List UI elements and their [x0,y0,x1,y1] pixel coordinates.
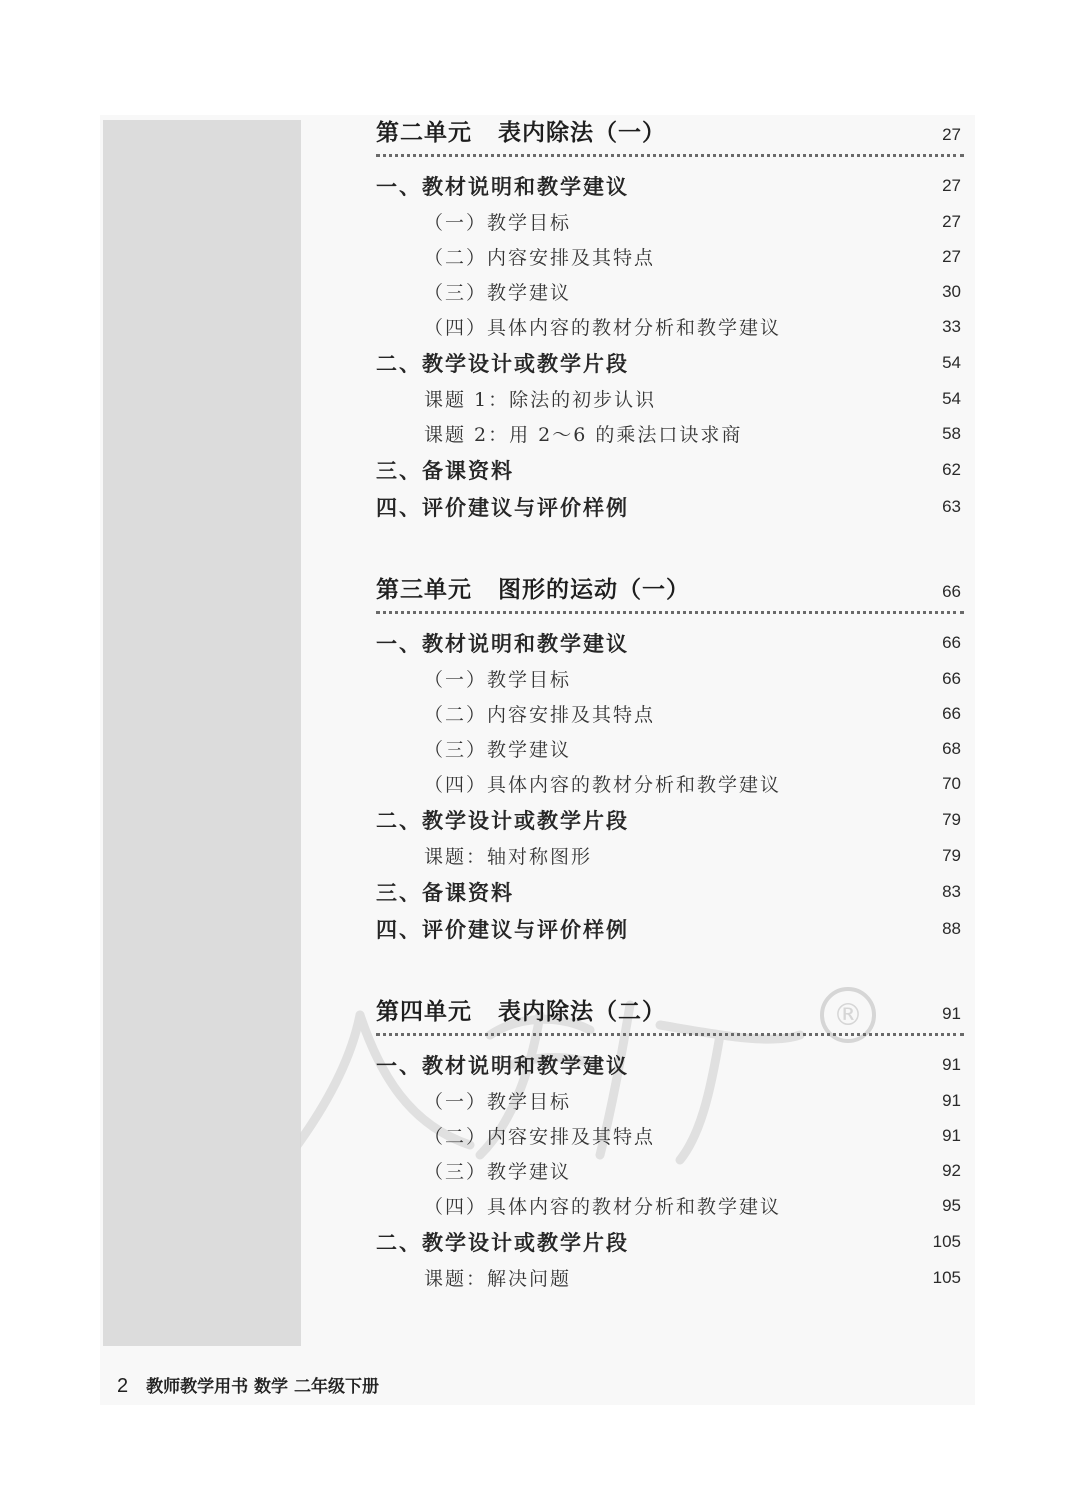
entry-page-number: 27 [942,246,961,266]
entry-page-number: 66 [942,632,961,652]
entry-label: 二、教学设计或教学片段 [376,1229,629,1255]
entry-label: （二）内容安排及其特点 [424,1126,656,1148]
toc-subsection-entry[interactable] [376,1260,964,1295]
unit-name: 图形的运动（一） [498,576,690,603]
entry-label: 二、教学设计或教学片段 [376,350,629,376]
toc-subsection-entry[interactable] [376,1188,964,1223]
toc-section-entry[interactable] [376,801,964,838]
unit-number: 第三单元 [376,576,472,603]
unit-title [376,991,666,1033]
toc-section-entry[interactable] [376,344,964,381]
entry-page-number: 70 [942,773,961,793]
unit-title [376,112,666,154]
unit-number: 第二单元 [376,119,472,146]
entry-label: 三、备课资料 [376,879,514,905]
toc-unit [376,112,964,525]
entry-label: （三）教学建议 [424,739,572,761]
unit-number: 第四单元 [376,998,472,1025]
unit-name: 表内除法（二） [498,998,666,1025]
unit-title [376,569,690,611]
entry-page-number: 105 [932,1231,961,1251]
entry-label: （一）教学目标 [424,669,572,691]
toc-subsection-entry[interactable] [376,309,964,344]
entry-page-number: 58 [942,423,961,443]
toc-subsection-entry[interactable] [376,274,964,309]
entry-label: （四）具体内容的教材分析和教学建议 [424,1196,782,1218]
entry-page-number: 91 [942,1090,961,1110]
toc-subsection-entry[interactable] [376,838,964,873]
unit-heading[interactable] [376,569,964,614]
entry-page-number: 33 [942,316,961,336]
toc-section-entry[interactable] [376,624,964,661]
entry-label: 课题：解决问题 [424,1268,572,1290]
entry-label: 一、教材说明和教学建议 [376,1052,629,1078]
entry-page-number: 66 [942,668,961,688]
toc-subsection-entry[interactable] [376,661,964,696]
toc-section-entry[interactable] [376,910,964,947]
toc-section-entry[interactable] [376,167,964,204]
toc-unit [376,569,964,947]
footer-book-title: 教师教学用书 数学 二年级下册 [146,1377,379,1397]
entry-page-number: 83 [942,881,961,901]
toc-subsection-entry[interactable] [376,1153,964,1188]
entry-label: （三）教学建议 [424,1161,572,1183]
entry-label: 四、评价建议与评价样例 [376,916,629,942]
entry-page-number: 54 [942,352,961,372]
unit-page-number: 91 [942,1004,961,1023]
entry-page-number: 91 [942,1054,961,1074]
entry-label: （四）具体内容的教材分析和教学建议 [424,774,782,796]
toc-section-entry[interactable] [376,488,964,525]
page-footer [117,1372,379,1398]
registered-mark-letter: ® [833,998,863,1033]
toc-subsection-entry[interactable] [376,766,964,801]
footer-page-number: 2 [117,1375,129,1397]
toc-subsection-entry[interactable] [376,204,964,239]
entry-page-number: 62 [942,459,961,479]
toc-section-entry[interactable] [376,873,964,910]
entry-page-number: 91 [942,1125,961,1145]
entry-label: （二）内容安排及其特点 [424,704,656,726]
entry-label: 课题 1：除法的初步认识 [424,389,657,411]
toc-subsection-entry[interactable] [376,696,964,731]
entry-label: （一）教学目标 [424,212,572,234]
entry-label: （一）教学目标 [424,1091,572,1113]
entry-page-number: 30 [942,281,961,301]
entry-page-number: 92 [942,1160,961,1180]
entry-page-number: 54 [942,388,961,408]
entry-label: （三）教学建议 [424,282,572,304]
entry-label: 三、备课资料 [376,457,514,483]
unit-page-number: 66 [942,582,961,601]
entry-label: （二）内容安排及其特点 [424,247,656,269]
toc-subsection-entry[interactable] [376,239,964,274]
entry-page-number: 95 [942,1195,961,1215]
unit-page-number: 27 [942,125,961,144]
entry-label: 课题 2：用 2～6 的乘法口诀求商 [424,424,743,446]
entry-page-number: 27 [942,175,961,195]
entry-page-number: 27 [942,211,961,231]
entry-label: （四）具体内容的教材分析和教学建议 [424,317,782,339]
toc-section-entry[interactable] [376,1046,964,1083]
left-gray-panel [103,120,301,1346]
entry-label: 二、教学设计或教学片段 [376,807,629,833]
unit-name: 表内除法（一） [498,119,666,146]
toc-subsection-entry[interactable] [376,381,964,416]
toc-subsection-entry[interactable] [376,1118,964,1153]
entry-label: 一、教材说明和教学建议 [376,630,629,656]
entry-label: 课题：轴对称图形 [424,846,593,868]
entry-page-number: 105 [932,1267,961,1287]
table-of-contents [376,112,964,1339]
entry-page-number: 79 [942,809,961,829]
unit-heading[interactable] [376,991,964,1036]
entry-page-number: 79 [942,845,961,865]
entry-page-number: 88 [942,918,961,938]
toc-subsection-entry[interactable] [376,731,964,766]
entry-label: 一、教材说明和教学建议 [376,173,629,199]
toc-subsection-entry[interactable] [376,416,964,451]
toc-unit [376,991,964,1295]
toc-section-entry[interactable] [376,1223,964,1260]
toc-section-entry[interactable] [376,451,964,488]
entry-page-number: 68 [942,738,961,758]
entry-label: 四、评价建议与评价样例 [376,494,629,520]
entry-page-number: 66 [942,703,961,723]
entry-page-number: 63 [942,496,961,516]
unit-heading[interactable] [376,112,964,157]
toc-subsection-entry[interactable] [376,1083,964,1118]
